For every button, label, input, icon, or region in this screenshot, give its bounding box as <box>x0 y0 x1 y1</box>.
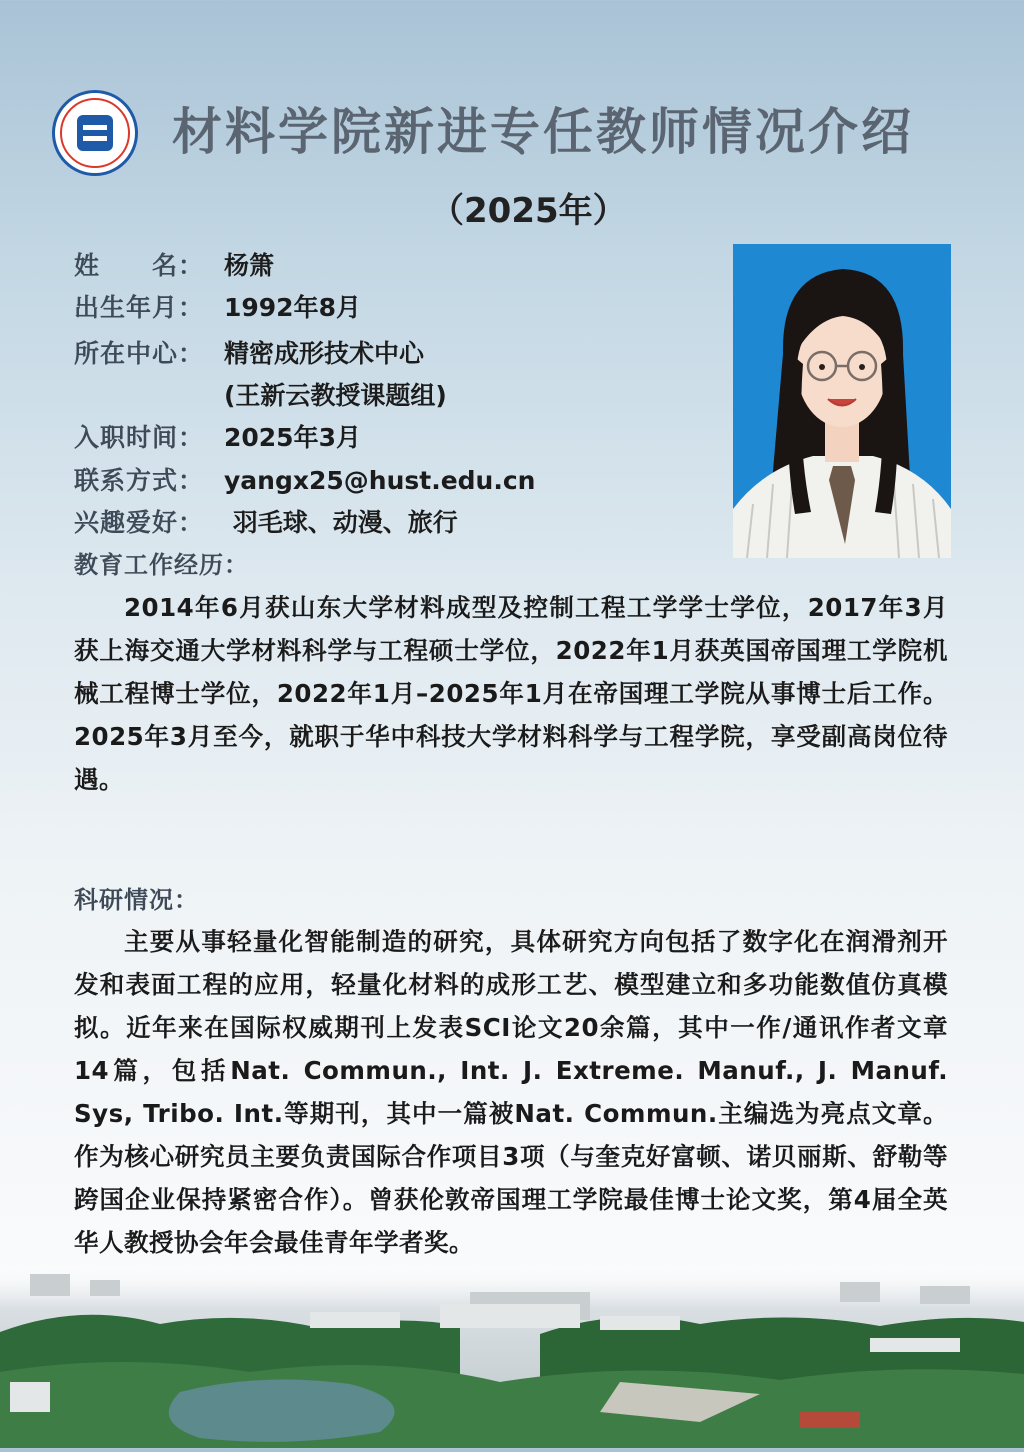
center-value: 精密成形技术中心 <box>224 339 425 368</box>
hobby-label: 兴趣爱好： <box>74 508 205 537</box>
info-row-center <box>74 334 424 370</box>
page-title: 材料学院新进专任教师情况介绍 <box>172 103 914 161</box>
contact-email: yangx25@hust.edu.cn <box>224 466 536 495</box>
info-row-center-group <box>74 376 447 412</box>
campus-illustration <box>0 1262 1024 1448</box>
join-value: 2025年3月 <box>224 423 361 452</box>
info-row-join <box>74 418 361 454</box>
center-label: 所在中心： <box>74 339 205 368</box>
birth-label: 出生年月： <box>74 293 205 322</box>
info-row-contact <box>74 461 535 497</box>
campus-aerial-photo <box>0 1262 1024 1448</box>
join-label: 入职时间： <box>74 423 205 452</box>
center-group-value: (王新云教授课题组) <box>224 381 447 410</box>
info-row-birth <box>74 288 361 324</box>
hobby-value: 羽毛球、动漫、旅行 <box>224 508 458 537</box>
birth-value: 1992年8月 <box>224 293 361 322</box>
year-subtitle: （2025年） <box>430 191 627 231</box>
info-row-name <box>74 246 274 282</box>
contact-label: 联系方式： <box>74 466 205 495</box>
portrait-illustration <box>733 244 951 558</box>
portrait-photo <box>733 244 951 558</box>
name-label: 姓 名： <box>74 251 205 280</box>
research-paragraph: 主要从事轻量化智能制造的研究，具体研究方向包括了数字化在润滑剂开发和表面工程的应用，轻量化材料的成形工艺、模型建立和多功能数值仿真模拟。近年来在国际权威期刊上发表SCI论文20余篇，其中一作/通讯作者文章14篇，包括Nat. Commun., Int. J. Extreme. Manuf., J. Manuf. Sys, Tribo. Int.等期刊，其中一篇被Nat. Commun.主编选为亮点文章。作为核心研究员主要负责国际合作项目3项（与奎克好富顿、诺贝丽斯、舒勒等跨国企业保持紧密合作）。曾获伦敦帝国理工学院最佳博士论文奖，第4届全英华人教授协会年会最佳青年学者奖。 <box>74 927 948 1257</box>
college-logo <box>52 90 138 176</box>
logo-emblem-icon <box>77 115 113 151</box>
name-value: 杨箫 <box>224 251 275 280</box>
info-row-hobby <box>74 503 458 539</box>
education-paragraph: 2014年6月获山东大学材料成型及控制工程工学学士学位，2017年3月获上海交通大学材料科学与工程硕士学位，2022年1月获英国帝国理工学院机械工程博士学位，2022年1月–2025年1月在帝国理工学院从事博士后工作。2025年3月至今，就职于华中科技大学材料科学与工程学院，享受副高岗位待遇。 <box>74 593 948 794</box>
education-heading: 教育工作经历： <box>74 551 249 579</box>
research-heading: 科研情况： <box>74 886 199 914</box>
